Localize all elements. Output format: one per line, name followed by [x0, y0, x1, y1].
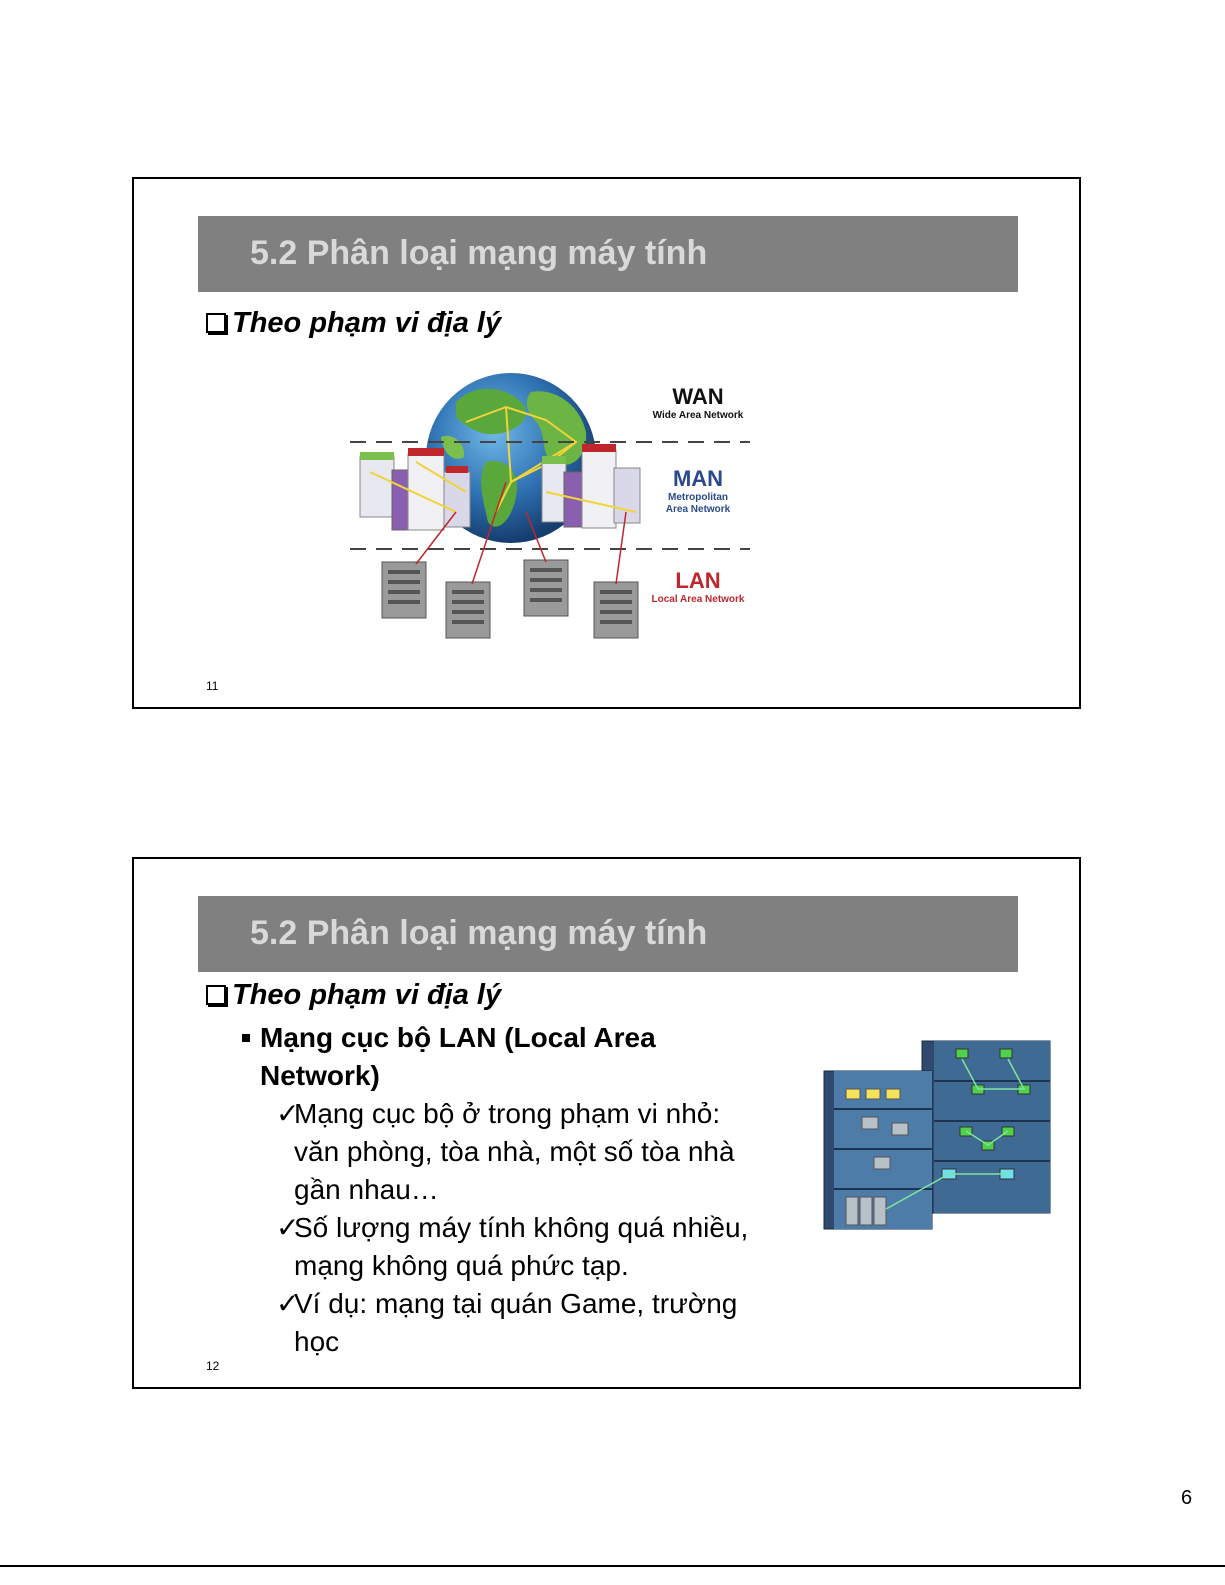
- checkbox-bullet-icon: [206, 985, 226, 1005]
- slide-heading: [206, 979, 501, 1012]
- lan-label: LAN: [675, 568, 721, 593]
- slide-title-bar: [198, 216, 1018, 292]
- slide-11: [132, 177, 1081, 709]
- subheading-line: Mạng cục bộ LAN (Local Area: [260, 1022, 656, 1053]
- check-item: [276, 1209, 836, 1285]
- checkmark-icon: ✓: [276, 1098, 300, 1129]
- man-label: MAN: [672, 466, 724, 491]
- check-item: [276, 1285, 836, 1361]
- check-item-line: gần nhau…: [294, 1174, 439, 1205]
- man-description-line1: Metropolitan: [668, 492, 728, 503]
- page-number: 6: [1181, 1487, 1193, 1509]
- check-item-line: Ví dụ: mạng tại quán Game, trường: [294, 1288, 738, 1319]
- slide-title: 5.2 Phân loại mạng máy tính: [250, 914, 708, 952]
- network-scope-diagram: [346, 362, 758, 647]
- slide-12: [132, 857, 1081, 1389]
- heading-text: Theo phạm vi địa lý: [232, 979, 502, 1011]
- lan-description: Local Area Network: [651, 594, 745, 605]
- man-description-line2: Area Network: [665, 504, 731, 515]
- check-item-line: học: [294, 1326, 340, 1357]
- slide-heading: [206, 307, 501, 340]
- wan-description: Wide Area Network: [652, 410, 744, 421]
- wan-label: WAN: [672, 384, 724, 409]
- check-item-line: mạng không quá phức tạp.: [294, 1250, 629, 1281]
- checkbox-bullet-icon: [206, 313, 226, 333]
- slide-title: 5.2 Phân loại mạng máy tính: [250, 234, 708, 272]
- square-bullet-icon: [242, 1034, 250, 1042]
- checkmark-icon: ✓: [276, 1288, 300, 1319]
- slide-number: 12: [206, 1359, 220, 1373]
- slide-title-bar: [198, 896, 1018, 972]
- subheading-line: Network): [260, 1060, 380, 1091]
- heading-text: Theo phạm vi địa lý: [232, 307, 502, 339]
- check-item-line: văn phòng, tòa nhà, một số tòa nhà: [294, 1136, 735, 1167]
- check-item-line: Số lượng máy tính không quá nhiều,: [294, 1212, 749, 1243]
- slide-number: 11: [206, 679, 219, 693]
- lan-building-illustration: [822, 1039, 1052, 1231]
- page-bottom-rule: [0, 1565, 1225, 1567]
- check-list: [276, 1095, 836, 1361]
- check-item: [276, 1095, 836, 1209]
- subheading-bullet: [242, 1019, 802, 1095]
- check-item-line: Mạng cục bộ ở trong phạm vi nhỏ:: [294, 1098, 721, 1129]
- checkmark-icon: ✓: [276, 1212, 300, 1243]
